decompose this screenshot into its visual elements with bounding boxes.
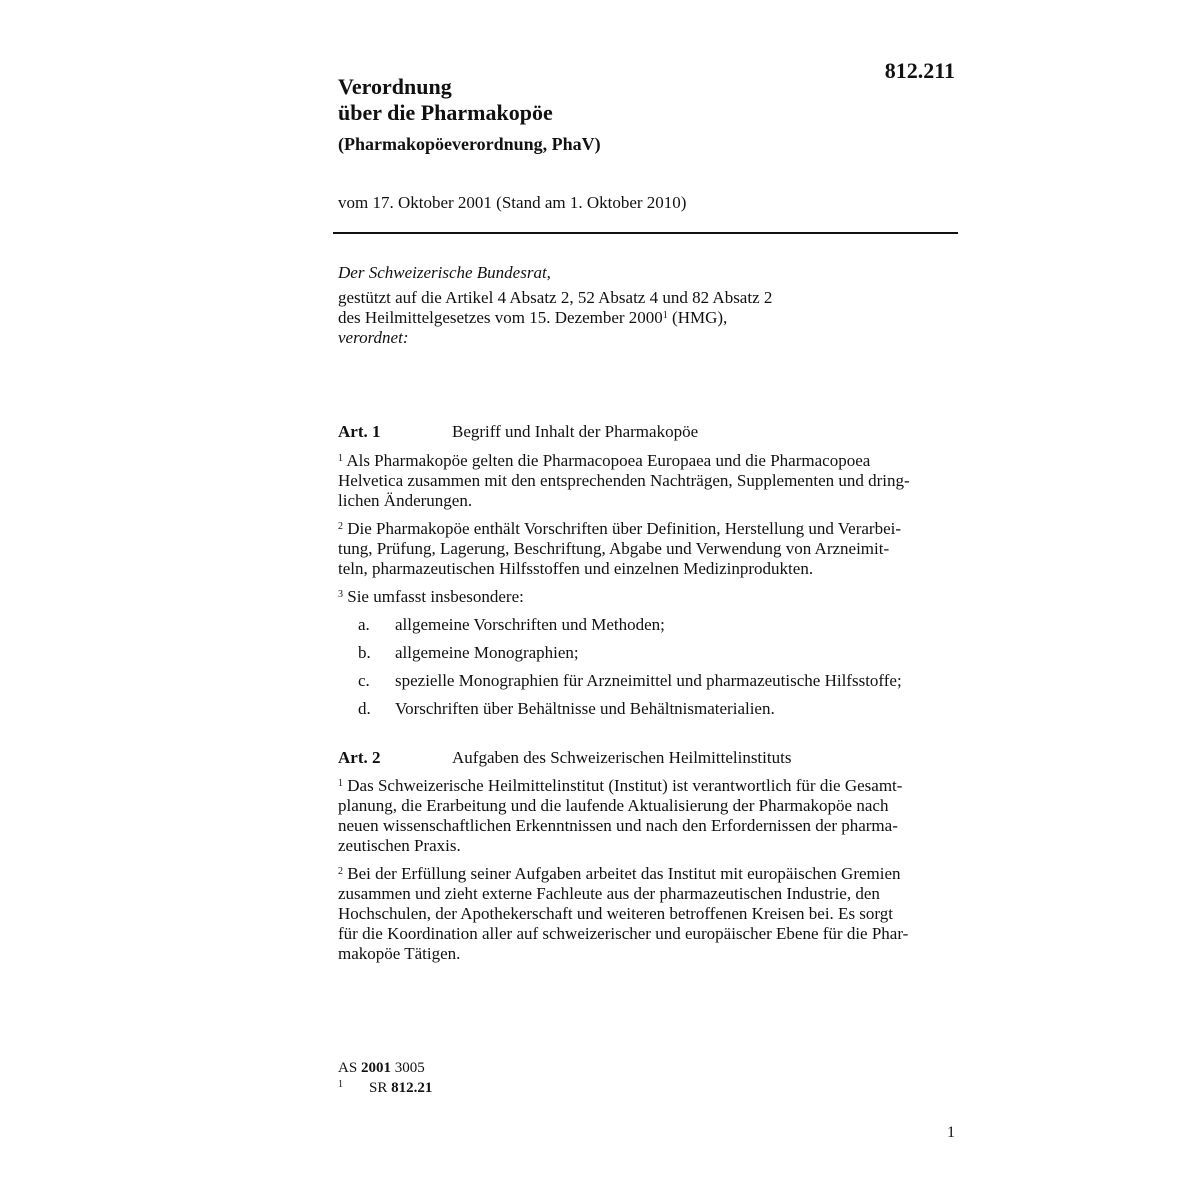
title-block — [338, 74, 898, 156]
legal-basis-line-2: des Heilmittelgesetzes vom 15. Dezember 2000$^1$ (HMG), — [338, 308, 728, 327]
article-2-paragraph-1: $^1$ Das Schweizerische Heilmittelinstitut (Institut) ist verantwortlich für die Gesamt- planung, die Erarbeitung und die laufende Aktualisierung der Pharmakopöe nach neuen wissenschaftlichen Erkenntnissen und nach den Erfordernissen der pharma- zeutischen Praxis. — [338, 776, 903, 855]
page-number: 1 — [947, 1124, 955, 1141]
decree: verordnet: — [338, 328, 409, 347]
legal-basis-line-1: gestützt auf die Artikel 4 Absatz 2, 52 Absatz 4 und 82 Absatz 2 — [338, 288, 773, 307]
list-item: d. Vorschriften über Behältnisse und Behältnismaterialien. — [358, 699, 775, 718]
article-1-paragraph-3: $^3$ Sie umfasst insbesondere: — [338, 587, 524, 606]
article-1-paragraph-2: $^2$ Die Pharmakopöe enthält Vorschriften über Definition, Herstellung und Verarbei- tung, Prüfung, Lagerung, Beschriftung, Abgabe und Verwendung von Arzneimit- teln, pharmazeutischen Hilfsstoffen und einzelnen Medizinprodukten. — [338, 519, 902, 578]
article-title: Aufgaben des Schweizerischen Heilmittelinstituts — [452, 748, 792, 767]
article-number: Art. 2 — [338, 748, 381, 767]
title-line-1: Verordnung — [338, 74, 452, 99]
official-collection-ref: AS 2001 3005 — [338, 1060, 425, 1076]
article-2 — [338, 748, 956, 964]
header-divider — [333, 232, 958, 234]
list-item: a. allgemeine Vorschriften und Methoden; — [358, 615, 665, 634]
article-title: Begriff und Inhalt der Pharmakopöe — [452, 422, 699, 441]
list-item: c. spezielle Monographien für Arzneimittel und pharmazeutische Hilfsstoffe; — [358, 671, 902, 690]
article-1-paragraph-1: $^1$ Als Pharmakopöe gelten die Pharmacopoea Europaea und die Pharmacopoea Helvetica zusammen mit den entsprechenden Nachträgen, Supplementen und dring- lichen Änderungen. — [338, 451, 910, 510]
footnote-ref[interactable]: 1 — [662, 310, 668, 321]
title-line-2: über die Pharmakopöe — [338, 100, 553, 125]
article-1-heading — [338, 422, 956, 442]
article-number: Art. 1 — [338, 422, 381, 441]
footnote-1: $^1$ SR 812.21 — [338, 1079, 433, 1096]
article-1 — [338, 422, 956, 719]
subtitle: (Pharmakopöeverordnung, PhaV) — [338, 134, 601, 154]
document-date: vom 17. Oktober 2001 (Stand am 1. Oktober 2010) — [338, 193, 687, 212]
sr-number: 812.211 — [884, 58, 955, 83]
authority: Der Schweizerische Bundesrat, — [338, 263, 551, 282]
article-2-heading — [338, 748, 956, 768]
preamble — [338, 263, 958, 348]
list-item: b. allgemeine Monographien; — [358, 643, 579, 662]
article-2-paragraph-2: $^2$ Bei der Erfüllung seiner Aufgaben arbeitet das Institut mit europäischen Gremien zusammen und zieht externe Fachleute aus der pharmazeutischen Industrie, den Hochschulen, der Apothekerschaft und weiteren betroffenen Kreisen bei. Es sorgt für die Koordination aller auf schweizerischer und europäischer Ebene für die Phar- makopöe Tätigen. — [338, 864, 909, 963]
